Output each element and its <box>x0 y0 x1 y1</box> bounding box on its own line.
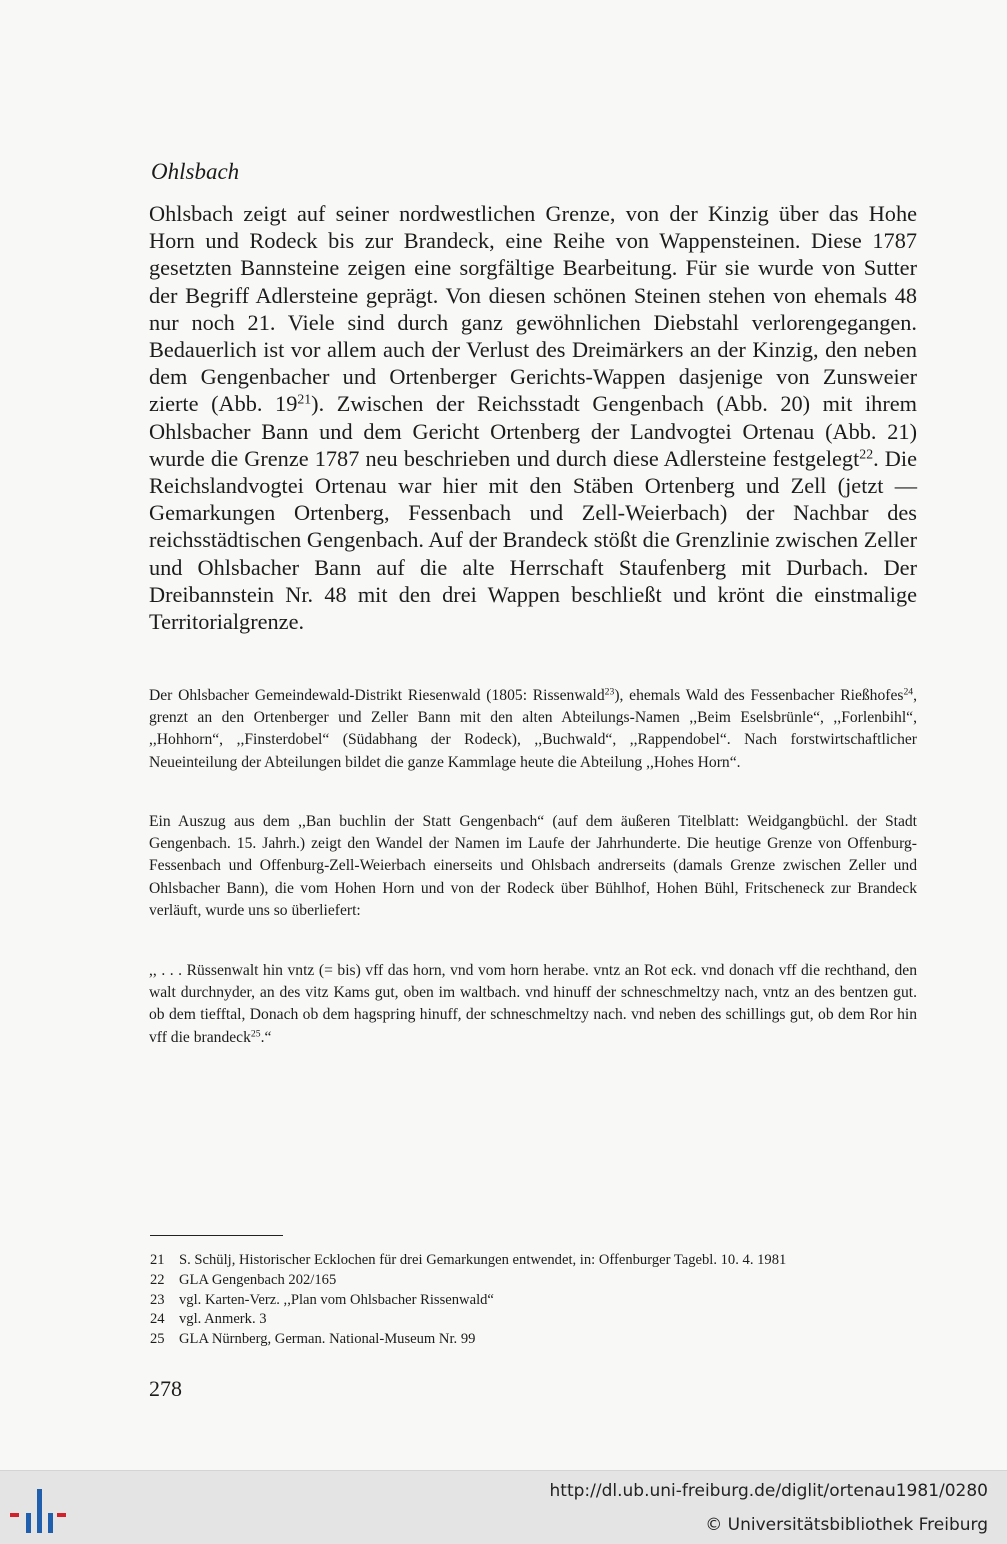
footnote: 22 GLA Gengenbach 202/165 <box>150 1271 337 1288</box>
footnote: 21 S. Schülj, Historischer Ecklochen für drei Gemarkungen entwendet, in: Offenburger Tagebl. 10. 4. 1981 <box>150 1252 787 1268</box>
footnote-ref-24: 24 <box>903 686 914 698</box>
paragraph-riesenwald: Der Ohlsbacher Gemeindewald-Distrikt Riesenwald (1805: Rissenwald$^{23}$), ehemals Wald des Fessenbacher Rießhofes$^{24}$, grenzt an den Ortenberger und Zeller Bann mit den alten Abteilungs-Namen ,,Beim Eselsbrünle“, ,,Forlenbihl“, ,,Hohhorn“, ,,Finsterdobel“ (Südabhang der Rodeck), ,,Buchwald“, ,,Rappendobel“. Nach forstwirtschaftlicher Neueinteilung der Abteilungen bildet die ganze Kammlage heute die Abteilung ,,Hohes Horn“. <box>149 686 917 771</box>
footnote-ref-25: 25 <box>250 1028 261 1040</box>
footnote-ref-23: 23 <box>604 686 615 698</box>
footer-bar <box>0 1470 1007 1544</box>
paragraph-quote: ,, . . . Rüssenwalt hin vntz (= bis) vff das horn, vnd vom horn herabe. vntz an Rot eck. vnd donach vff die rechthand, den walt durchnyder, an des vitz Kams gut, oben im waltbach. vnd hinuff der schneschmeltzy nach, vntz an des bentzen gut. ob dem tiefftal, Donach ob dem hagspring hinuff, der schneschmeltzy nach. vnd neben des schillings gut, ob dem Ror hin vff die brandeck$^{25}$.“ <box>149 962 917 1046</box>
footnote-ref-21: 21 <box>297 391 312 407</box>
copyright-notice: © Universitätsbibliothek Freiburg <box>705 1515 988 1535</box>
page-number: 278 <box>149 1376 182 1401</box>
paragraph-banbuchlin: Ein Auszug aus dem ,,Ban buchlin der Statt Gengenbach“ (auf dem äußeren Titelblatt: Weidgangbüchl. der Stadt Gengenbach. 15. Jahrh.) zeigt den Wandel der Namen im Laufe der Jahrhunderte. Die heutige Grenze von Offenburg-Fessenbach und Offenburg-Zell-Weierbach einerseits und Ohlsbach andrerseits (damals Grenze zwischen Zeller und Ohlsbacher Bann), die vom Hohen Horn und von der Rodeck über Bühlhof, Hohen Bühl, Fritscheneck zur Brandeck verläuft, wurde uns so überliefert: <box>149 813 917 919</box>
ub-freiburg-logo-icon <box>10 1485 66 1537</box>
footnote-separator <box>150 1235 283 1236</box>
footnote: 24 vgl. Anmerk. 3 <box>150 1311 267 1328</box>
footnote: 23 vgl. Karten-Verz. ,,Plan vom Ohlsbacher Rissenwald“ <box>150 1291 494 1308</box>
footnote-ref-22: 22 <box>859 446 874 462</box>
document-url-link[interactable]: http://dl.ub.uni-freiburg.de/diglit/ortenau1981/0280 <box>549 1481 988 1501</box>
main-paragraph: Ohlsbach zeigt auf seiner nordwestlichen Grenze, von der Kinzig über das Hohe Horn und Rodeck bis zur Brandeck, eine Reihe von Wappensteinen. Diese 1787 gesetzten Bannsteine zeigen eine sorgfältige Bearbeitung. Für sie wurde von Sutter der Begriff Adlersteine geprägt. Von diesen schönen Steinen stehen von ehemals 48 nur noch 21. Viele sind durch ganz gewöhnlichen Diebstahl verlorengegangen. Bedauerlich ist vor allem auch der Verlust des Dreimärkers an der Kinzig, den neben dem Gengenbacher und Ortenberger Gerichts-Wappen dasjenige von Zunsweier zierte (Abb. $19^{21}$). Zwischen der Reichsstadt Gengenbach (Abb. 20) mit ihrem Ohlsbacher Bann und dem Gericht Ortenberg der Landvogtei Ortenau (Abb. 21) wurde die Grenze 1787 neu beschrieben und durch diese Adlersteine festgelegt$^{22}$. Die Reichslandvogtei Ortenau war hier mit den Stäben Ortenberg und Zell (jetzt — Gemarkungen Ortenberg, Fessenbach und Zell-Weierbach) der Nachbar des reichsstädtischen Gengenbach. Auf der Brandeck stößt die Grenzlinie zwischen Zeller und Ohlsbacher Bann auf die alte Herrschaft Staufenberg mit Durbach. Der Dreibannstein Nr. 48 mit den drei Wappen beschließt und krönt die einstmalige Territorialgrenze. <box>149 201 918 635</box>
footnote: 25 GLA Nürnberg, German. National-Museum Nr. 99 <box>150 1331 476 1348</box>
section-title: Ohlsbach <box>151 159 240 184</box>
footnotes <box>150 1251 930 1350</box>
